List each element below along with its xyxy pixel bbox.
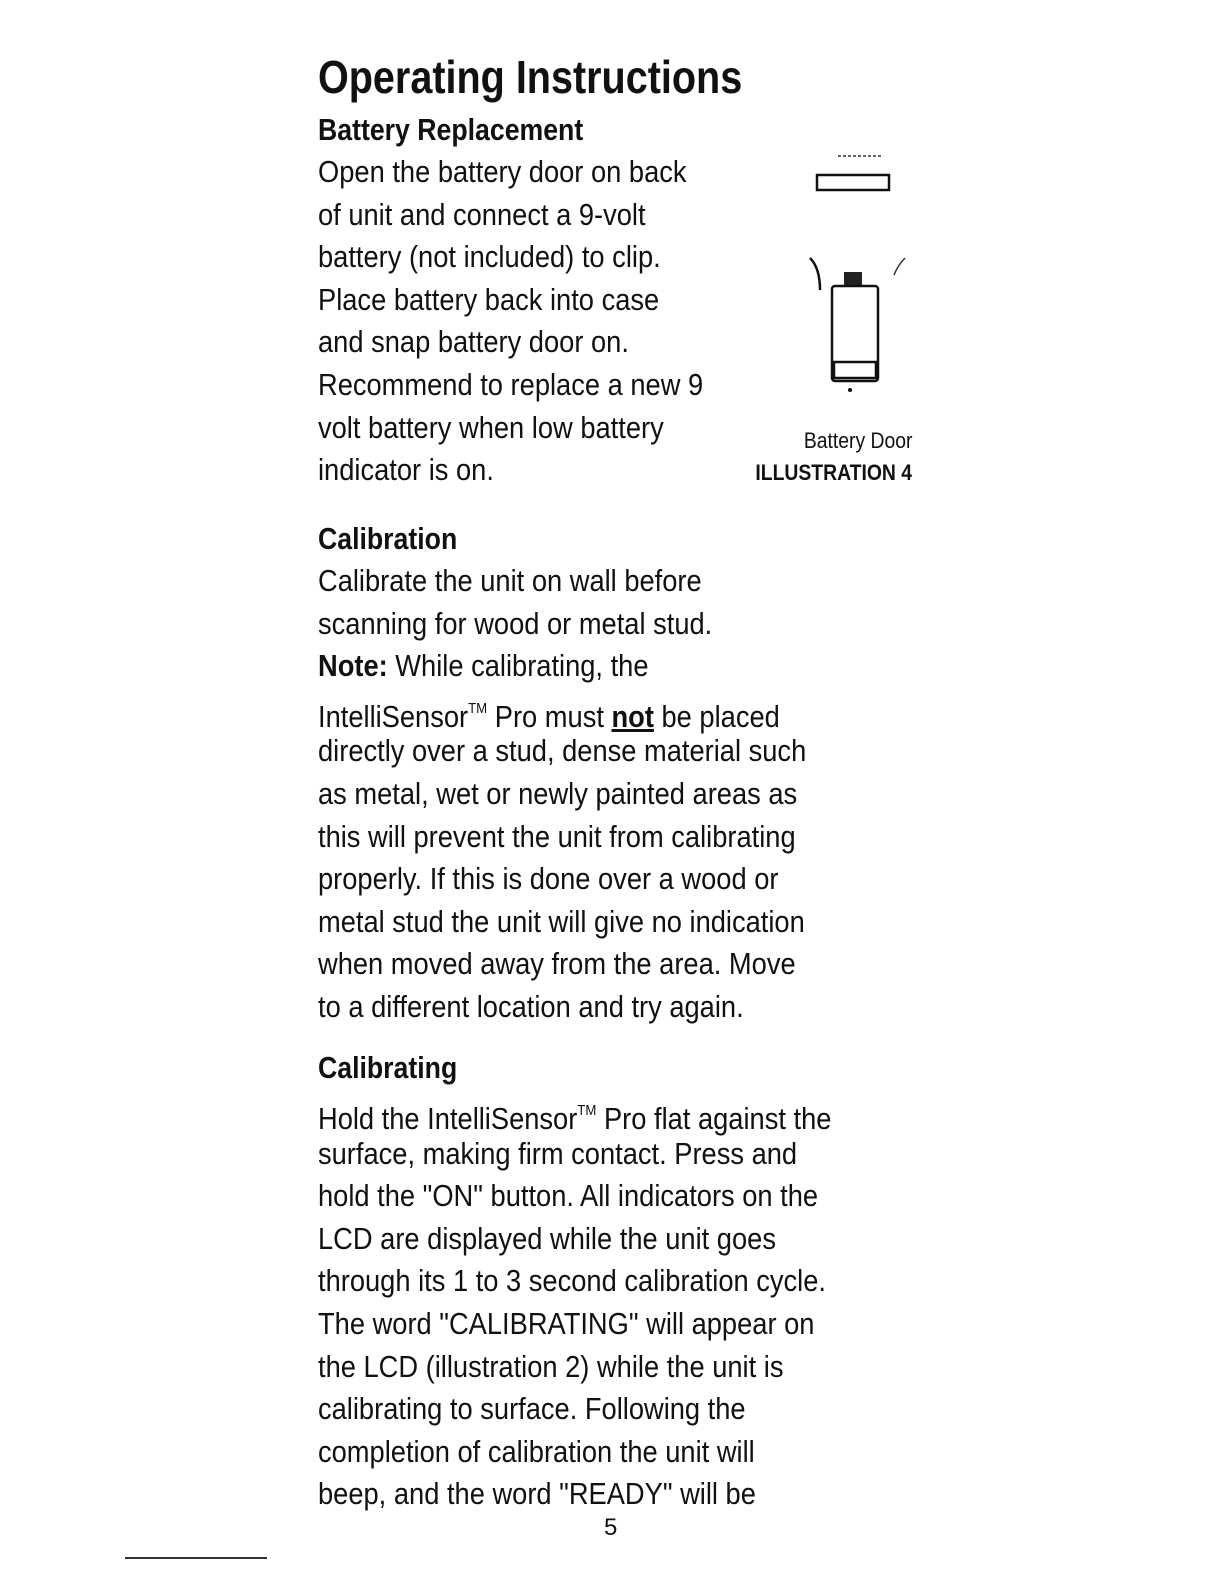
text-span: be placed [653,698,780,734]
text-line: Open the battery door on back [318,154,687,189]
text-line: surface, making firm contact. Press and [318,1135,798,1171]
text-line: calibrating to surface. Following the [318,1391,746,1427]
text-line: properly. If this is done over a wood or [318,861,779,897]
text-line: volt battery when low battery [318,409,664,445]
note-line [318,688,806,734]
illustration-caption: ILLUSTRATION 4 [755,460,912,485]
trademark: TM [468,699,488,717]
note-label: Note: [318,648,388,684]
text-line: when moved away from the area. Move [318,946,796,982]
battery-door-illustration [790,140,920,410]
text-span: Hold the IntelliSensor [318,1101,578,1136]
text-span: While calibrating, the [387,648,649,684]
calibrating-body [318,1090,901,1516]
footnote-rule [125,1557,267,1559]
brand-name: IntelliSensor [318,698,469,734]
battery-body [318,151,756,492]
page-title: Operating Instructions [318,51,743,103]
text-line: The word "CALIBRATING" will appear on [318,1305,815,1341]
text-line: hold the "ON" button. All indicators on the [318,1178,819,1214]
heading-calibrating: Calibrating [318,1050,458,1085]
heading-calibration: Calibration [318,521,458,556]
text-line: as metal, wet or newly painted areas as [318,775,798,811]
text-span: Pro must [487,698,612,734]
emphasis-not: not [611,698,654,734]
heading-battery-replacement: Battery Replacement [318,112,584,147]
text-line: completion of calibration the unit will [318,1433,755,1469]
text-line: the LCD (illustration 2) while the unit is [318,1348,784,1384]
text-line: beep, and the word "READY" will be [318,1476,756,1512]
text-line: metal stud the unit will give no indication [318,903,805,939]
text-span: Pro flat against the [596,1101,832,1136]
text-line: battery (not included) to clip. [318,239,661,275]
text-line: Recommend to replace a new 9 [318,366,704,402]
text-line: Calibrate the unit on wall before [318,563,702,598]
text-line: scanning for wood or metal stud. [318,605,713,641]
text-line: to a different location and try again. [318,988,744,1024]
text-line: indicator is on. [318,452,494,488]
note-line [318,645,806,688]
trademark: TM [577,1102,597,1119]
text-line: through its 1 to 3 second calibration cycle. [318,1263,827,1299]
page-number: 5 [604,1514,618,1541]
text-line: and snap battery door on. [318,324,629,360]
text-line: this will prevent the unit from calibrating [318,818,796,854]
text-line: directly over a stud, dense material such [318,733,807,769]
battery-door-label: Battery Door [803,428,912,453]
text-line: of unit and connect a 9-volt [318,196,646,232]
text-line: Place battery back into case [318,281,660,317]
calibration-body [318,560,873,1029]
text-line [318,1090,832,1136]
text-line: LCD are displayed while the unit goes [318,1220,776,1256]
